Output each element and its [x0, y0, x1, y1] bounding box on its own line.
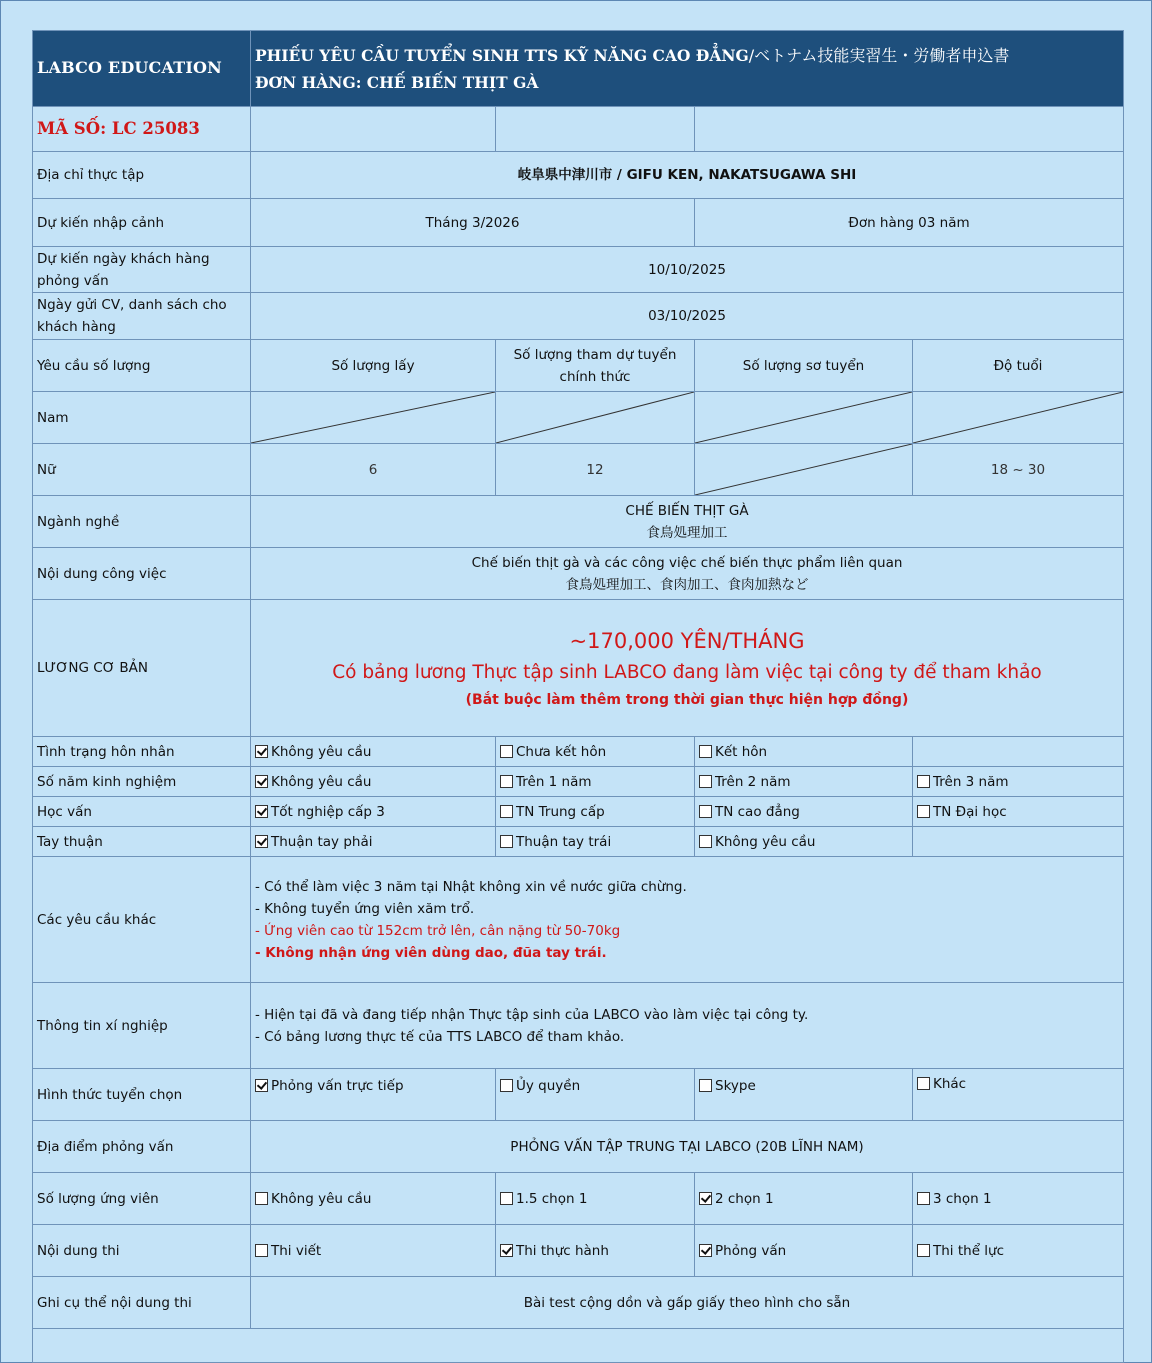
experience-row: [33, 767, 1124, 797]
exam-opt-4[interactable]: [913, 1225, 1124, 1277]
checkbox-icon[interactable]: [917, 805, 930, 818]
method-row: [33, 1069, 1124, 1121]
option-label: 1.5 chọn 1: [516, 1190, 588, 1207]
edu-opt-2[interactable]: [496, 797, 695, 827]
option-label: Kết hôn: [715, 743, 768, 760]
option-label: Không yêu cầu: [271, 773, 372, 790]
option-label: Phỏng vấn: [715, 1242, 787, 1259]
other-req-value: [251, 857, 1124, 983]
cand-opt-1[interactable]: [251, 1173, 496, 1225]
industry-row: [33, 496, 1124, 548]
company-info-2: - Có bảng lương thực tế của TTS LABCO để tham khảo.: [255, 1028, 625, 1045]
female-label: Nữ: [33, 444, 251, 496]
option-label: TN Trung cấp: [516, 803, 605, 820]
option-label: Trên 2 năm: [715, 773, 791, 790]
exp-opt-4[interactable]: [913, 767, 1124, 797]
salary-sub: (Bắt buộc làm thêm trong thời gian thực hiện hợp đồng): [465, 692, 909, 708]
salary-value: [251, 600, 1124, 737]
option-label: TN Đại học: [933, 803, 1007, 820]
cand-opt-4[interactable]: [913, 1173, 1124, 1225]
qty-header-row: [33, 340, 1124, 392]
option-label: Thi viết: [271, 1242, 322, 1259]
option-label: 3 chọn 1: [933, 1190, 992, 1207]
code-empty-1: [251, 107, 496, 152]
checkbox-icon[interactable]: [699, 745, 712, 758]
candidates-label: Số lượng ứng viên: [33, 1173, 251, 1225]
job-jp: 食鳥処理加工、食肉加工、食肉加熱など: [565, 576, 809, 593]
exam-opt-1[interactable]: [251, 1225, 496, 1277]
exam-row: [33, 1225, 1124, 1277]
male-prelim-empty: [695, 392, 913, 444]
qty-header-take: Số lượng lấy: [251, 340, 496, 392]
checkbox-icon[interactable]: [917, 775, 930, 788]
entry-row: [33, 199, 1124, 247]
checkbox-icon[interactable]: [500, 745, 513, 758]
exam-opt-3[interactable]: [695, 1225, 913, 1277]
checkbox-icon[interactable]: [699, 775, 712, 788]
industry-label: Ngành nghề: [33, 496, 251, 548]
checkbox-checked-icon[interactable]: [255, 835, 268, 848]
male-age-empty: [913, 392, 1124, 444]
qty-label: Yêu cầu số lượng: [33, 340, 251, 392]
checkbox-checked-icon[interactable]: [255, 1079, 268, 1092]
checkbox-icon[interactable]: [500, 1079, 513, 1092]
female-take: 6: [251, 444, 496, 496]
job-row: [33, 548, 1124, 600]
industry-jp: 食鳥処理加工: [646, 524, 728, 541]
company-row: [33, 983, 1124, 1069]
form-title: PHIẾU YÊU CẦU TUYỂN SINH TTS KỸ NĂNG CAO ĐẲNG: [255, 45, 749, 65]
code-empty-3: [695, 107, 1124, 152]
method-opt-4[interactable]: [913, 1069, 1124, 1121]
company-info-1: - Hiện tại đã và đang tiếp nhận Thực tập sinh của LABCO vào làm việc tại công ty.: [255, 1006, 809, 1023]
interview-date-value: 10/10/2025: [251, 247, 1124, 293]
hand-opt-1[interactable]: [251, 827, 496, 857]
option-label: Trên 3 năm: [933, 773, 1009, 790]
male-take-empty: [251, 392, 496, 444]
marital-label: Tình trạng hôn nhân: [33, 737, 251, 767]
salary-note: Có bảng lương Thực tập sinh LABCO đang làm việc tại công ty để tham khảo: [332, 662, 1042, 683]
code-empty-2: [496, 107, 695, 152]
option-label: Thuận tay phải: [271, 833, 373, 850]
cand-opt-3[interactable]: [695, 1173, 913, 1225]
option-label: 2 chọn 1: [715, 1190, 774, 1207]
industry-value: [251, 496, 1124, 548]
salary-row: [33, 600, 1124, 737]
code-row: [33, 107, 1124, 152]
checkbox-icon[interactable]: [500, 835, 513, 848]
handedness-row: [33, 827, 1124, 857]
exam-detail-row: [33, 1277, 1124, 1329]
place-value: PHỎNG VẤN TẬP TRUNG TẠI LABCO (20B LĨNH NAM): [251, 1121, 1124, 1173]
marital-opt-1[interactable]: [251, 737, 496, 767]
other-req-1: - Có thể làm việc 3 năm tại Nhật không xin về nước giữa chừng.: [255, 878, 687, 895]
other-req-2: - Không tuyển ứng viên xăm trổ.: [255, 900, 475, 917]
checkbox-icon[interactable]: [917, 1192, 930, 1205]
option-label: Khác: [933, 1076, 967, 1092]
checkbox-icon[interactable]: [500, 1192, 513, 1205]
checkbox-icon[interactable]: [917, 1244, 930, 1257]
address-label: Địa chỉ thực tập: [33, 152, 251, 199]
option-label: Phỏng vấn trực tiếp: [271, 1078, 404, 1094]
other-req-3: - Ứng viên cao từ 152cm trở lên, cân nặng từ 50-70kg: [255, 922, 621, 939]
female-prelim-empty: [695, 444, 913, 496]
marital-empty: [913, 737, 1124, 767]
method-opt-2[interactable]: [496, 1069, 695, 1121]
marital-row: [33, 737, 1124, 767]
form-code: MÃ SỐ: LC 25083: [37, 118, 200, 138]
checkbox-checked-icon[interactable]: [699, 1192, 712, 1205]
other-req-label: Các yêu cầu khác: [33, 857, 251, 983]
form-title-jp: /ベトナム技能実習生・労働者申込書: [748, 45, 1010, 65]
company-label: Thông tin xí nghiệp: [33, 983, 251, 1069]
company-value: [251, 983, 1124, 1069]
qty-header-official: Số lượng tham dự tuyển chính thức: [496, 340, 695, 392]
industry-vn: CHẾ BIẾN THỊT GÀ: [625, 502, 749, 519]
option-label: Không yêu cầu: [271, 1190, 372, 1207]
method-opt-1[interactable]: [251, 1069, 496, 1121]
hand-empty: [913, 827, 1124, 857]
address-value: 岐阜県中津川市 / GIFU KEN, NAKATSUGAWA SHI: [251, 152, 1124, 199]
checkbox-checked-icon[interactable]: [255, 745, 268, 758]
method-label: Hình thức tuyển chọn: [33, 1069, 251, 1121]
entry-label: Dự kiến nhập cảnh: [33, 199, 251, 247]
exam-detail-value: Bài test cộng dồn và gấp giấy theo hình cho sẵn: [251, 1277, 1124, 1329]
interview-date-label: Dự kiến ngày khách hàng phỏng vấn: [33, 247, 251, 293]
header-row: [33, 31, 1124, 107]
checkbox-icon[interactable]: [500, 805, 513, 818]
cv-value: 03/10/2025: [251, 293, 1124, 340]
option-label: Tốt nghiệp cấp 3: [271, 803, 385, 820]
title-cell: [251, 31, 1124, 107]
exp-opt-3[interactable]: [695, 767, 913, 797]
checkbox-icon[interactable]: [699, 835, 712, 848]
education-row: [33, 797, 1124, 827]
exam-label: Nội dung thi: [33, 1225, 251, 1277]
checkbox-icon[interactable]: [699, 1079, 712, 1092]
checkbox-icon[interactable]: [699, 805, 712, 818]
option-label: Skype: [715, 1078, 756, 1094]
exp-opt-2[interactable]: [496, 767, 695, 797]
blank-row: [33, 1329, 1124, 1363]
entry-value: Tháng 3/2026: [251, 199, 695, 247]
female-age: 18 ~ 30: [913, 444, 1124, 496]
checkbox-checked-icon[interactable]: [255, 805, 268, 818]
checkbox-icon[interactable]: [255, 1192, 268, 1205]
edu-opt-3[interactable]: [695, 797, 913, 827]
checkbox-icon[interactable]: [255, 1244, 268, 1257]
education-label: Học vấn: [33, 797, 251, 827]
female-official: 12: [496, 444, 695, 496]
qty-header-prelim: Số lượng sơ tuyển: [695, 340, 913, 392]
exam-opt-2[interactable]: [496, 1225, 695, 1277]
marital-opt-2[interactable]: [496, 737, 695, 767]
cv-row: [33, 293, 1124, 340]
checkbox-checked-icon[interactable]: [255, 775, 268, 788]
job-vn: Chế biến thịt gà và các công việc chế biến thực phẩm liên quan: [471, 554, 903, 571]
option-label: Thuận tay trái: [516, 833, 612, 850]
place-label: Địa điểm phỏng vấn: [33, 1121, 251, 1173]
method-opt-3[interactable]: [695, 1069, 913, 1121]
option-label: Thi thực hành: [516, 1242, 609, 1259]
handedness-label: Tay thuận: [33, 827, 251, 857]
address-row: [33, 152, 1124, 199]
job-label: Nội dung công việc: [33, 548, 251, 600]
checkbox-icon[interactable]: [500, 775, 513, 788]
contract-value: Đơn hàng 03 năm: [695, 199, 1124, 247]
exp-opt-1[interactable]: [251, 767, 496, 797]
male-row: [33, 392, 1124, 444]
male-official-empty: [496, 392, 695, 444]
place-row: [33, 1121, 1124, 1173]
option-label: TN cao đẳng: [715, 803, 800, 820]
option-label: Chưa kết hôn: [516, 743, 607, 760]
blank-cell: [33, 1329, 1124, 1363]
other-req-row: [33, 857, 1124, 983]
other-req-4: - Không nhận ứng viên dùng dao, đũa tay trái.: [255, 944, 607, 961]
male-label: Nam: [33, 392, 251, 444]
exam-detail-label: Ghi cụ thể nội dung thi: [33, 1277, 251, 1329]
female-row: [33, 444, 1124, 496]
marital-opt-3[interactable]: [695, 737, 913, 767]
option-label: Thi thể lực: [933, 1242, 1005, 1259]
recruitment-form: [32, 30, 1124, 1363]
job-value: [251, 548, 1124, 600]
checkbox-checked-icon[interactable]: [699, 1244, 712, 1257]
cand-opt-2[interactable]: [496, 1173, 695, 1225]
option-label: Không yêu cầu: [715, 833, 816, 850]
order-title: ĐƠN HÀNG: CHẾ BIẾN THỊT GÀ: [255, 72, 539, 92]
hand-opt-3[interactable]: [695, 827, 913, 857]
hand-opt-2[interactable]: [496, 827, 695, 857]
qty-header-age: Độ tuổi: [913, 340, 1124, 392]
checkbox-icon[interactable]: [917, 1077, 930, 1090]
checkbox-checked-icon[interactable]: [500, 1244, 513, 1257]
option-label: Không yêu cầu: [271, 743, 372, 760]
edu-opt-1[interactable]: [251, 797, 496, 827]
brand-cell: [33, 31, 251, 107]
option-label: Ủy quyền: [516, 1078, 581, 1094]
edu-opt-4[interactable]: [913, 797, 1124, 827]
interview-date-row: [33, 247, 1124, 293]
brand-name: LABCO EDUCATION: [37, 58, 222, 77]
experience-label: Số năm kinh nghiệm: [33, 767, 251, 797]
salary-main: ~170,000 YÊN/THÁNG: [569, 629, 805, 653]
cv-label: Ngày gửi CV, danh sách cho khách hàng: [33, 293, 251, 340]
candidates-row: [33, 1173, 1124, 1225]
salary-label: LƯƠNG CƠ BẢN: [33, 600, 251, 737]
option-label: Trên 1 năm: [516, 773, 592, 790]
